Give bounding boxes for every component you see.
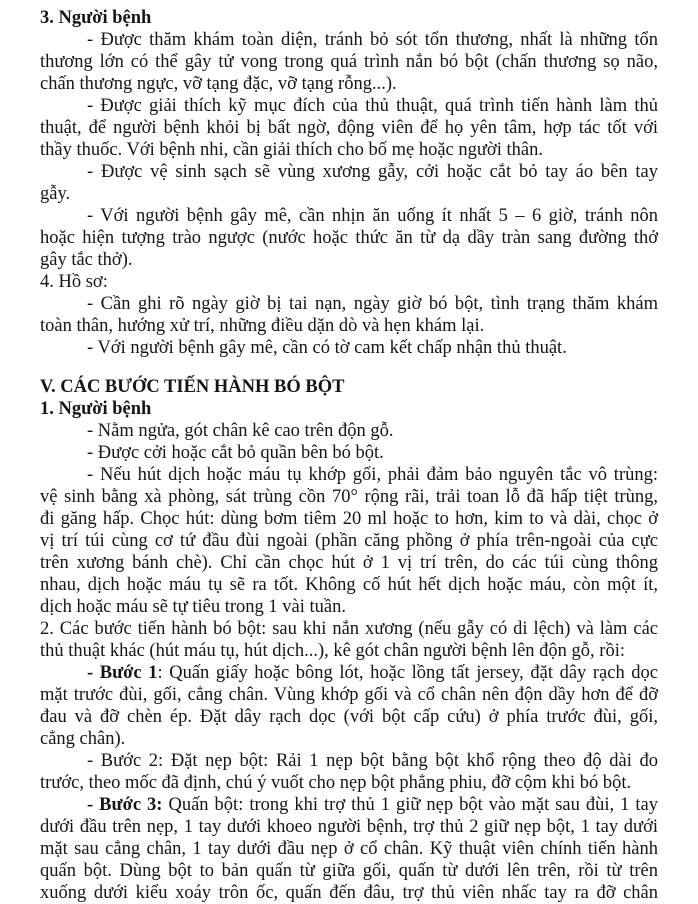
paragraph xyxy=(40,662,658,750)
text-line: - Được vệ sinh sạch sẽ vùng xương gẫy, cởi hoặc cắt bỏ tay áo bên tay xyxy=(87,162,658,182)
text-line: trước, theo mốc đã định, chú ý vuốt cho nẹp bột phẳng phiu, đỡ cộm khi bó bột. xyxy=(40,773,632,793)
text-line: 2. Các bước tiến hành bó bột: sau khi nắn xương (nếu gẫy có di lệch) và làm các xyxy=(40,619,658,639)
section-heading: 1. Người bệnh xyxy=(40,399,152,419)
text-line: thủ thuật khác (hút máu tụ, hút dịch...), kê gót chân người bệnh lên độn gỗ, rồi: xyxy=(40,641,625,661)
text-line: chấn thương ngực, vỡ tạng đặc, vỡ tạng rỗng...). xyxy=(40,74,397,94)
text-line: - Bước 1: Quấn giấy hoặc bông lót, hoặc lồng tất jersey, đặt dây rạch dọc xyxy=(87,663,658,683)
text-line: vị trí túi cùng cơ tứ đầu đùi ngoài (phần căng phồng ở phía trên-ngoài của cực xyxy=(40,531,658,551)
paragraph xyxy=(40,271,658,293)
paragraph xyxy=(40,618,658,662)
paragraph xyxy=(40,205,658,271)
text-line: dưới đầu trên nẹp, 1 tay dưới khoeo người bệnh, trợ thủ 2 giữ nẹp bột, 1 tay dưới xyxy=(40,817,658,837)
text-line: - Được cởi hoặc cắt bỏ quần bên bó bột. xyxy=(87,443,384,463)
text-line: xuống dưới kiểu xoáy trôn ốc, quấn đến đâu, trợ thủ viên nhấc tay ra đỡ chân xyxy=(40,883,658,903)
paragraph xyxy=(40,794,658,904)
bold-run: - Bước 1 xyxy=(87,663,158,683)
paragraph xyxy=(40,161,658,205)
text-line: - Nằm ngửa, gót chân kê cao trên độn gỗ. xyxy=(87,421,394,441)
paragraph xyxy=(40,95,658,161)
text-line: hoặc hiện tượng trào ngược (nước hoặc thức ăn từ dạ dầy tràn sang đường thở xyxy=(40,228,658,248)
text-line: - Được giải thích kỹ mục đích của thủ thuật, quá trình tiến hành làm thủ xyxy=(87,96,658,116)
text-line: - Nếu hút dịch hoặc máu tụ khớp gối, phải đảm bảo nguyên tắc vô trùng: xyxy=(87,465,658,485)
paragraph xyxy=(40,420,658,442)
text-line: cẳng chân). xyxy=(40,729,126,749)
text-line: trên xương bánh chè). Chỉ cần chọc hút ở 1 vị trí trên, do các túi cùng thông xyxy=(40,553,658,573)
text-line: - Được thăm khám toàn diện, tránh bỏ sót tổn thương, nhất là những tổn xyxy=(87,30,658,50)
text-line: mặt sau cẳng chân, 1 tay dưới đầu nẹp ở cổ chân. Kỹ thuật viên chính tiến hành xyxy=(40,839,658,859)
paragraph xyxy=(40,337,658,359)
text-line: quấn bột. Dùng bột to bản quấn từ giữa gối, quấn từ dưới lên trên, rồi từ trên xyxy=(40,861,658,881)
text-line: đau và đỡ chèn ép. Đặt dây rạch dọc (với bột cấp cứu) ở phía trước đùi, gối, xyxy=(40,707,658,727)
section-heading: V. CÁC BƯỚC TIẾN HÀNH BÓ BỘT xyxy=(40,377,345,397)
text-line: - Bước 3: Quấn bột: trong khi trợ thủ 1 giữ nẹp bột vào mặt sau đùi, 1 tay xyxy=(87,795,659,815)
paragraph xyxy=(40,29,658,95)
text-line: thuật, để người bệnh khỏi bị bất ngờ, động viên để họ yên tâm, hợp tác tốt với xyxy=(40,118,658,138)
section-heading: 3. Người bệnh xyxy=(40,8,152,28)
text-line: đi găng hấp. Chọc hút: dùng bơm tiêm 20 ml hoặc to hơn, kim to và dài, chọc ở xyxy=(40,509,658,529)
text-line: gây tắc thở). xyxy=(40,250,133,270)
text-line: - Với người bệnh gây mê, cần có tờ cam kết chấp nhận thủ thuật. xyxy=(87,338,567,358)
text-line: vệ sinh bằng xà phòng, sát trùng cồn 70° rộng rãi, trải toan lỗ đã hấp tiệt trùng, xyxy=(40,487,658,507)
text-line: - Cần ghi rõ ngày giờ bị tai nạn, ngày giờ bó bột, tình trạng thăm khám xyxy=(87,294,658,314)
paragraph xyxy=(40,442,658,464)
text-line: gẫy. xyxy=(40,184,71,204)
text-line: - Với người bệnh gây mê, cần nhịn ăn uống ít nhất 5 – 6 giờ, tránh nôn xyxy=(87,206,658,226)
text-line: thương lớn có thể gây tử vong trong quá trình nắn bó bột (chấn thương sọ não, xyxy=(40,52,658,72)
document-body xyxy=(40,7,658,904)
text-line: mặt trước đùi, gối, cẳng chân. Vùng khớp gối và cổ chân nên độn dầy hơn để đỡ xyxy=(40,685,658,705)
text-line: dịch hoặc máu sẽ tự tiêu trong 1 vài tuần. xyxy=(40,597,346,617)
paragraph xyxy=(40,464,658,618)
paragraph xyxy=(40,293,658,337)
bold-run: - Bước 3: xyxy=(87,795,163,815)
text-line: toàn thân, hướng xử trí, những điều dặn dò và hẹn khám lại. xyxy=(40,316,485,336)
text-line: thầy thuốc. Với bệnh nhi, cần giải thích cho bố mẹ hoặc người thân. xyxy=(40,140,543,160)
paragraph xyxy=(40,750,658,794)
text-line: 4. Hồ sơ: xyxy=(40,272,108,292)
text-line: - Bước 2: Đặt nẹp bột: Rải 1 nẹp bột bằng bột khổ rộng theo độ dài đo xyxy=(87,751,658,771)
text-line: nhau, dịch hoặc máu tụ sẽ ra tốt. Không cố hút hết dịch hoặc máu, còn một ít, xyxy=(40,575,658,595)
